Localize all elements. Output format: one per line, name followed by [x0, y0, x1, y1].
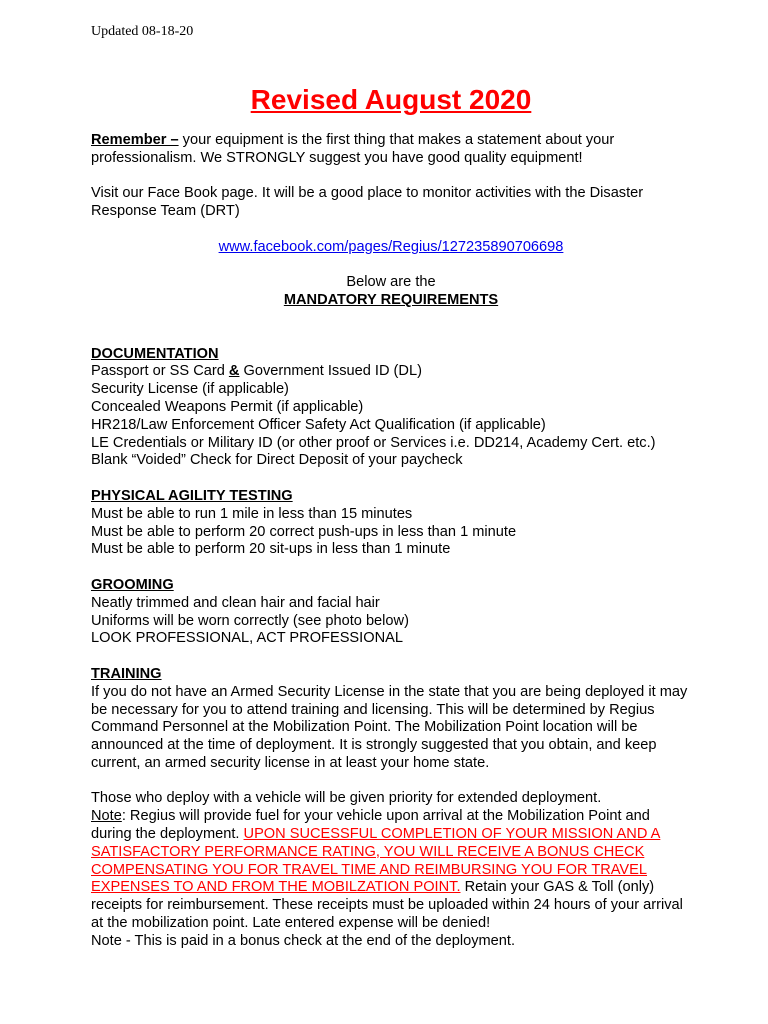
- below-text: Below are the: [346, 274, 436, 291]
- grooming-item: Uniforms will be worn correctly (see photo below): [91, 612, 409, 629]
- remember-text: your equipment is the first thing that makes a statement about your professionalism. We STRONGLY suggest you have good quality equipment!: [91, 132, 615, 166]
- final-note: Note - This is paid in a bonus check at the end of the deployment.: [91, 932, 516, 949]
- physical-heading: PHYSICAL AGILITY TESTING: [91, 487, 293, 504]
- documentation-item: LE Credentials or Military ID (or other proof or Services i.e. DD214, Academy Cert. etc.): [91, 434, 656, 451]
- remember-paragraph: [91, 132, 691, 168]
- vehicle-note: Note: Regius will provide fuel for your vehicle upon arrival at the Mobilization Point and during the deployment. UPON SUCESSFUL COMPLETION OF YOUR MISSION AND A SATISFACTORY PERFORMANCE RATING, YOU WILL RECEIVE A BONUS CHECK COMPENSATING YOU FOR TRAVEL TIME AND REIMBURSING YOU FOR TRAVEL EXPENSES TO AND FROM THE MOBILZATION POINT. Retain your GAS & Toll (only) receipts for reimbursement. These receipts must be uploaded within 24 hours of your arrival at the mobilization point. Late entered expense will be denied!: [91, 808, 683, 932]
- bonus-notice: UPON SUCESSFUL COMPLETION OF YOUR MISSION AND A SATISFACTORY PERFORMANCE RATING, YOU WILL RECEIVE A BONUS CHECK COMPENSATING YOU FOR TRAVEL TIME AND REIMBURSING YOU FOR TRAVEL EXPENSES TO AND FROM THE MOBILZATION POINT.: [91, 826, 661, 896]
- note-label: Note: [91, 808, 122, 825]
- training-paragraph: If you do not have an Armed Security License in the state that you are being deployed it may be necessary for you to attend training and licensing. This will be determined by Regius Command Personnel at the Mobilization Point. The Mobilization Point location will be announced at the time of deployment. It is strongly suggested that you obtain, and keep current, an armed security license in at least your home state.: [91, 683, 688, 771]
- documentation-heading: DOCUMENTATION: [91, 345, 219, 362]
- grooming-item: LOOK PROFESSIONAL, ACT PROFESSIONAL: [91, 630, 403, 647]
- facebook-link-line: [91, 239, 691, 257]
- page-title: Revised August 2020: [250, 84, 532, 115]
- vehicle-line: Those who deploy with a vehicle will be given priority for extended deployment.: [91, 790, 602, 807]
- documentation-item: Blank “Voided” Check for Direct Deposit of your paycheck: [91, 452, 463, 469]
- mandatory-heading: MANDATORY REQUIREMENTS: [283, 292, 499, 309]
- documentation-item: Concealed Weapons Permit (if applicable): [91, 398, 364, 415]
- documentation-item: HR218/Law Enforcement Officer Safety Act Qualification (if applicable): [91, 416, 546, 433]
- facebook-paragraph: Visit our Face Book page. It will be a good place to monitor activities with the Disaster Response Team (DRT): [91, 185, 644, 220]
- physical-item: Must be able to perform 20 correct push-ups in less than 1 minute: [91, 523, 517, 540]
- grooming-item: Neatly trimmed and clean hair and facial hair: [91, 594, 380, 611]
- updated-date: Updated 08-18-20: [91, 24, 194, 39]
- grooming-heading: GROOMING: [91, 576, 174, 593]
- documentation-item: Security License (if applicable): [91, 381, 289, 398]
- facebook-link[interactable]: www.facebook.com/pages/Regius/127235890706698: [218, 238, 564, 255]
- physical-item: Must be able to perform 20 sit-ups in less than 1 minute: [91, 541, 451, 558]
- documentation-item: Passport or SS Card & Government Issued ID (DL): [91, 363, 422, 380]
- physical-item: Must be able to run 1 mile in less than 15 minutes: [91, 505, 413, 522]
- document-body: [91, 82, 691, 951]
- ampersand: &: [228, 363, 240, 380]
- training-heading: TRAINING: [91, 665, 162, 682]
- remember-label: Remember –: [91, 132, 179, 148]
